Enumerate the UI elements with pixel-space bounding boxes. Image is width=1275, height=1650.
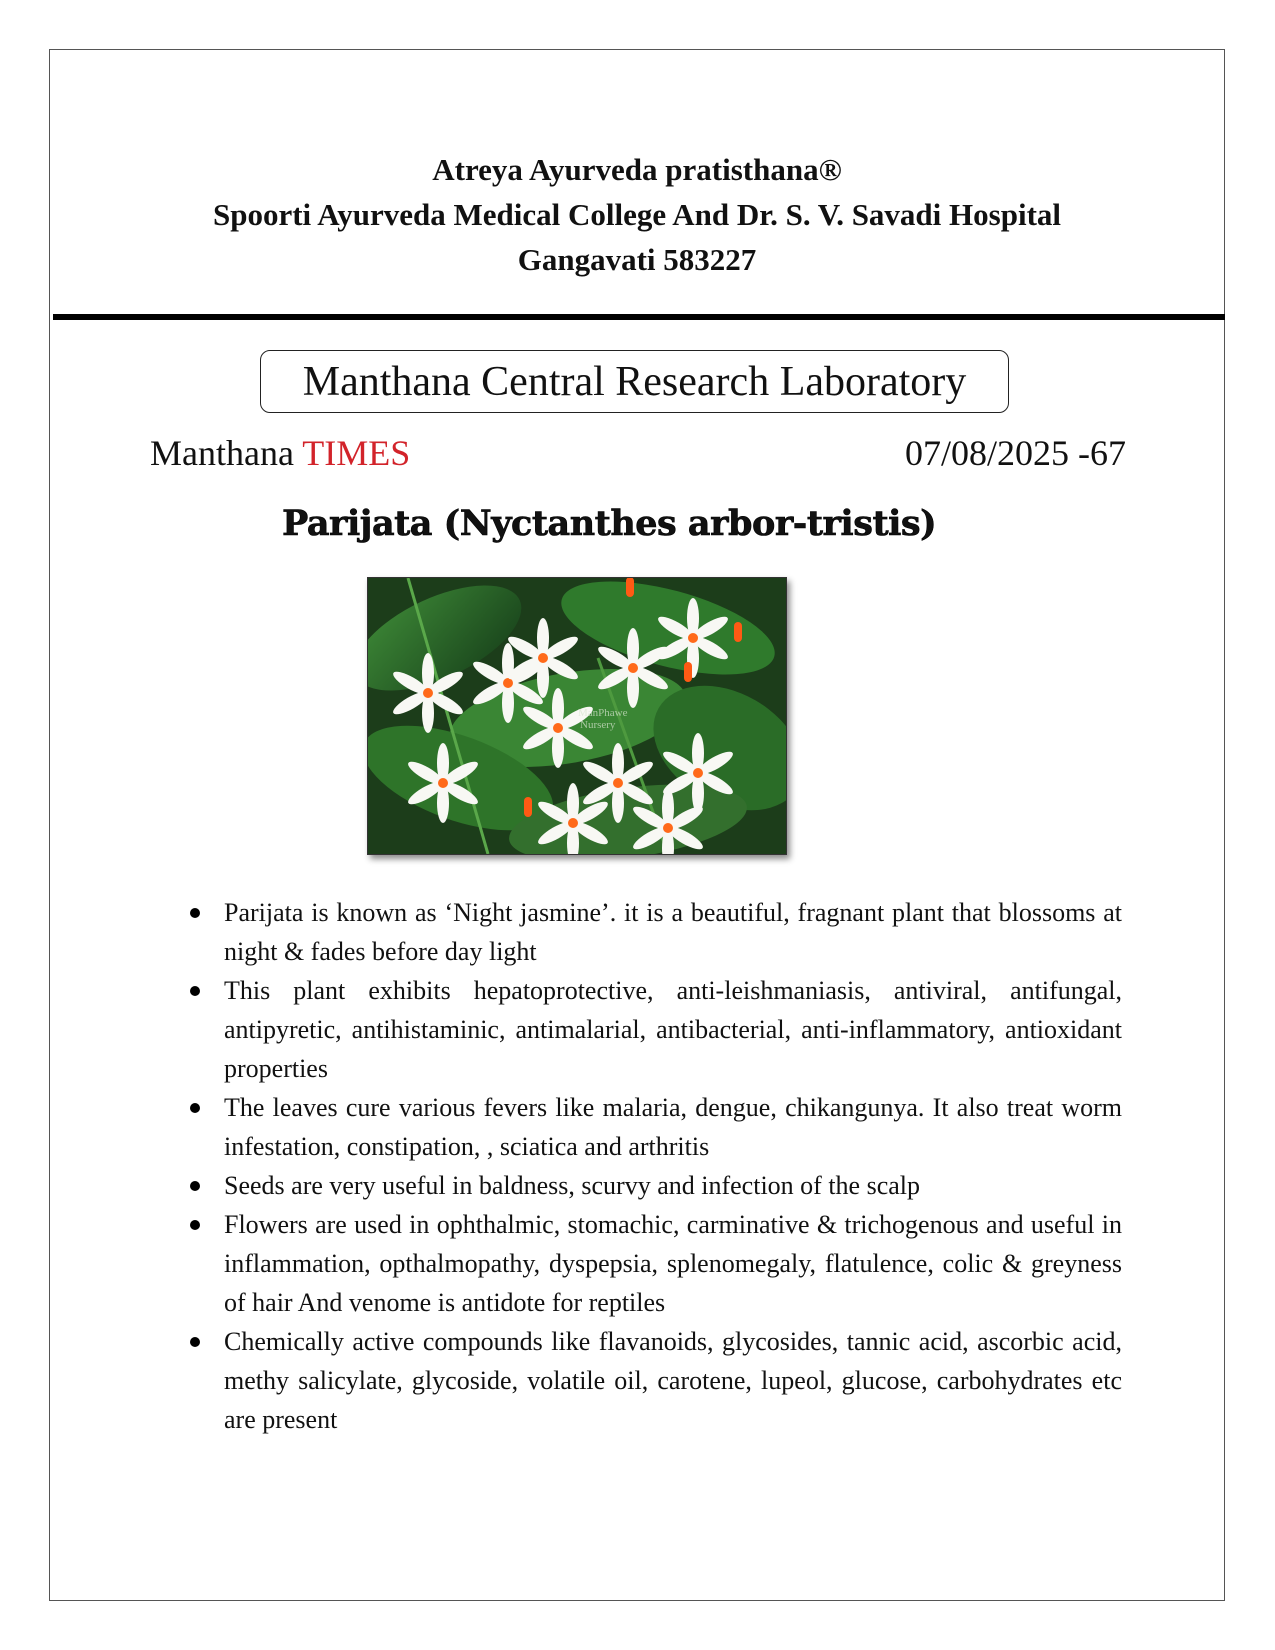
- bullet-item: [190, 1088, 1122, 1166]
- bullet-dot-icon: [190, 1337, 200, 1347]
- parijata-flower-photo: [367, 577, 787, 855]
- bullet-text: This plant exhibits hepatoprotective, anti-leishmaniasis, antiviral, antifungal, antipyretic, antihistaminic, antimalarial, antibacterial, anti-inflammatory, antioxidant properties: [224, 976, 1122, 1083]
- newsletter-name: [150, 432, 410, 474]
- issue-date: 07/08/2025 -67: [905, 433, 1126, 473]
- bullet-text: Chemically active compounds like flavanoids, glycosides, tannic acid, ascorbic acid, methy salicylate, glycoside, volatile oil, carotene, lupeol, glucose, carbohydrates etc are present: [224, 1327, 1122, 1434]
- bullet-item: [190, 1322, 1122, 1439]
- bullet-dot-icon: [190, 908, 200, 918]
- bullet-dot-icon: [190, 1181, 200, 1191]
- header-divider: [53, 314, 1225, 320]
- header-line-trust: Atreya Ayurveda pratisthana®: [432, 152, 842, 187]
- bullet-text: Parijata is known as ‘Night jasmine’. it is a beautiful, fragnant plant that blossoms at night & fades before day light: [224, 898, 1122, 966]
- bullet-item: [190, 1166, 1122, 1205]
- institution-header: [49, 147, 1225, 282]
- bullet-dot-icon: [190, 986, 200, 996]
- article-title: Parijata (Nyctanthes arbor-tristis): [282, 503, 937, 544]
- bullet-text: Flowers are used in ophthalmic, stomachic, carminative & trichogenous and useful in inflammation, opthalmopathy, dyspepsia, splenomegaly, flatulence, colic & greyness of hair And venome is antidote for reptiles: [224, 1210, 1122, 1317]
- newsletter-masthead: [150, 432, 1126, 482]
- article-bullet-list: [190, 893, 1122, 1439]
- bullet-text: Seeds are very useful in baldness, scurvy and infection of the scalp: [224, 1171, 921, 1200]
- bullet-dot-icon: [190, 1103, 200, 1113]
- header-line-college: Spoorti Ayurveda Medical College And Dr. S. V. Savadi Hospital: [212, 197, 1062, 232]
- bullet-item: [190, 971, 1122, 1088]
- lab-title: Manthana Central Research Laboratory: [302, 358, 967, 405]
- bullet-text: The leaves cure various fevers like malaria, dengue, chikangunya. It also treat worm infestation, constipation, , sciatica and arthritis: [224, 1093, 1122, 1161]
- bullet-dot-icon: [190, 1220, 200, 1230]
- lab-title-box: [260, 350, 1009, 413]
- newsletter-name-black: Manthana: [150, 433, 303, 473]
- newsletter-name-red: TIMES: [302, 433, 411, 473]
- header-line-location: Gangavati 583227: [517, 242, 757, 277]
- bullet-item: [190, 1205, 1122, 1322]
- photo-watermark-line1: ManPhawe: [578, 707, 628, 719]
- photo-watermark-line2: Nursery: [580, 719, 616, 731]
- bullet-item: [190, 893, 1122, 971]
